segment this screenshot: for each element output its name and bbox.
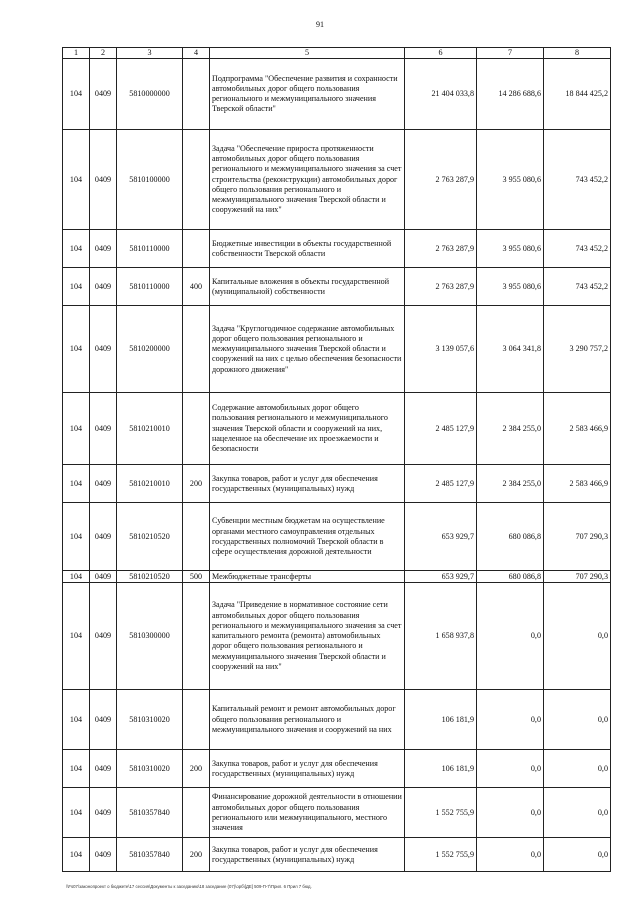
table-row <box>63 838 611 872</box>
cell-amount-col8: 0,0 <box>544 690 611 750</box>
cell-expense-type <box>183 690 210 750</box>
cell-target-code: 5810110000 <box>117 268 183 306</box>
column-header: 4 <box>183 48 210 59</box>
cell-section-code: 0409 <box>90 750 117 788</box>
cell-amount-col8: 0,0 <box>544 788 611 838</box>
cell-expense-type <box>183 59 210 130</box>
cell-amount-col6: 2 763 287,9 <box>405 268 477 306</box>
cell-target-code: 5810357840 <box>117 788 183 838</box>
cell-description: Задача "Обеспечение прироста протяженности автомобильных дорог общего пользования регионального и межмуниципального значения за счет строительства (реконструкции) автомобильных дорог общего пользования регионального и межмуниципального значения Тверской области и сооружений на них" <box>210 130 405 230</box>
table-row <box>63 690 611 750</box>
cell-expense-type <box>183 130 210 230</box>
cell-amount-col6: 106 181,9 <box>405 690 477 750</box>
cell-amount-col6: 1 658 937,8 <box>405 583 477 690</box>
column-header: 6 <box>405 48 477 59</box>
table-row <box>63 306 611 393</box>
cell-expense-type <box>183 306 210 393</box>
cell-amount-col7: 0,0 <box>477 583 544 690</box>
cell-amount-col6: 21 404 033,8 <box>405 59 477 130</box>
cell-amount-col6: 1 552 755,9 <box>405 788 477 838</box>
cell-target-code: 5810210010 <box>117 465 183 503</box>
cell-admin-code: 104 <box>63 503 90 571</box>
column-header: 7 <box>477 48 544 59</box>
cell-target-code: 5810100000 <box>117 130 183 230</box>
cell-target-code: 5810200000 <box>117 306 183 393</box>
cell-amount-col7: 680 086,8 <box>477 571 544 583</box>
cell-amount-col6: 3 139 057,6 <box>405 306 477 393</box>
page-number: 91 <box>316 20 324 29</box>
cell-amount-col8: 743 452,2 <box>544 230 611 268</box>
cell-section-code: 0409 <box>90 690 117 750</box>
cell-section-code: 0409 <box>90 788 117 838</box>
budget-table <box>62 47 611 872</box>
cell-description: Закупка товаров, работ и услуг для обеспечения государственных (муниципальных) нужд <box>210 750 405 788</box>
cell-expense-type: 200 <box>183 838 210 872</box>
cell-amount-col8: 707 290,3 <box>544 503 611 571</box>
cell-amount-col8: 743 452,2 <box>544 268 611 306</box>
cell-expense-type <box>183 393 210 465</box>
cell-target-code: 5810110000 <box>117 230 183 268</box>
cell-admin-code: 104 <box>63 838 90 872</box>
cell-target-code: 5810357840 <box>117 838 183 872</box>
cell-description: Закупка товаров, работ и услуг для обеспечения государственных (муниципальных) нужд <box>210 465 405 503</box>
cell-amount-col8: 3 290 757,2 <box>544 306 611 393</box>
cell-expense-type <box>183 583 210 690</box>
cell-section-code: 0409 <box>90 268 117 306</box>
table-row <box>63 583 611 690</box>
table-row <box>63 230 611 268</box>
table-row <box>63 571 611 583</box>
cell-description: Содержание автомобильных дорог общего пользования регионального и межмуниципального значения Тверской области и сооружений на них, нацеленное на обеспечение их проезжаемости и безопасности <box>210 393 405 465</box>
cell-description: Подпрограмма "Обеспечение развития и сохранности автомобильных дорог общего пользования регионального и межмуниципального значения Тверской области" <box>210 59 405 130</box>
cell-section-code: 0409 <box>90 230 117 268</box>
cell-target-code: 5810000000 <box>117 59 183 130</box>
cell-expense-type: 400 <box>183 268 210 306</box>
table-row <box>63 788 611 838</box>
cell-expense-type: 500 <box>183 571 210 583</box>
cell-amount-col7: 3 955 080,6 <box>477 130 544 230</box>
table-header-row <box>63 48 611 59</box>
cell-amount-col7: 14 286 688,6 <box>477 59 544 130</box>
table-row <box>63 268 611 306</box>
cell-amount-col6: 106 181,9 <box>405 750 477 788</box>
table-row <box>63 59 611 130</box>
cell-amount-col8: 0,0 <box>544 838 611 872</box>
cell-description: Капитальные вложения в объекты государственной (муниципальной) собственности <box>210 268 405 306</box>
cell-target-code: 5810310020 <box>117 690 183 750</box>
cell-amount-col6: 653 929,7 <box>405 503 477 571</box>
cell-amount-col6: 2 763 287,9 <box>405 230 477 268</box>
cell-admin-code: 104 <box>63 393 90 465</box>
cell-amount-col6: 1 552 755,9 <box>405 838 477 872</box>
cell-section-code: 0409 <box>90 838 117 872</box>
column-header: 5 <box>210 48 405 59</box>
cell-amount-col7: 3 955 080,6 <box>477 230 544 268</box>
cell-expense-type: 200 <box>183 465 210 503</box>
cell-admin-code: 104 <box>63 59 90 130</box>
cell-expense-type: 200 <box>183 750 210 788</box>
cell-expense-type <box>183 788 210 838</box>
cell-target-code: 5810300000 <box>117 583 183 690</box>
cell-target-code: 5810210520 <box>117 503 183 571</box>
cell-admin-code: 104 <box>63 690 90 750</box>
cell-description: Капитальный ремонт и ремонт автомобильных дорог общего пользования регионального и межмуниципального значения и сооружений на них <box>210 690 405 750</box>
column-header: 3 <box>117 48 183 59</box>
cell-amount-col8: 0,0 <box>544 583 611 690</box>
cell-description: Субвенции местным бюджетам на осуществление органами местного самоуправления отдельных государственных полномочий Тверской области в сфере осуществления дорожной деятельности <box>210 503 405 571</box>
table-row <box>63 750 611 788</box>
cell-amount-col6: 2 485 127,9 <box>405 465 477 503</box>
cell-admin-code: 104 <box>63 230 90 268</box>
cell-amount-col7: 3 955 080,6 <box>477 268 544 306</box>
column-header: 2 <box>90 48 117 59</box>
cell-amount-col6: 653 929,7 <box>405 571 477 583</box>
cell-amount-col7: 2 384 255,0 <box>477 465 544 503</box>
table-row <box>63 393 611 465</box>
cell-target-code: 5810310020 <box>117 750 183 788</box>
cell-target-code: 5810210010 <box>117 393 183 465</box>
cell-amount-col7: 0,0 <box>477 838 544 872</box>
cell-description: Бюджетные инвестиции в объекты государственной собственности Тверской области <box>210 230 405 268</box>
cell-amount-col7: 2 384 255,0 <box>477 393 544 465</box>
cell-admin-code: 104 <box>63 750 90 788</box>
cell-admin-code: 104 <box>63 571 90 583</box>
cell-description: Задача "Круглогодичное содержание автомобильных дорог общего пользования регионального и межмуниципального значения Тверской области и сооружений на них с целью обеспечения безопасности дорожного движения" <box>210 306 405 393</box>
column-header: 8 <box>544 48 611 59</box>
column-header: 1 <box>63 48 90 59</box>
cell-section-code: 0409 <box>90 393 117 465</box>
cell-description: Межбюджетные трансферты <box>210 571 405 583</box>
cell-admin-code: 104 <box>63 465 90 503</box>
cell-section-code: 0409 <box>90 59 117 130</box>
table-row <box>63 465 611 503</box>
cell-amount-col6: 2 485 127,9 <box>405 393 477 465</box>
cell-expense-type <box>183 230 210 268</box>
cell-admin-code: 104 <box>63 268 90 306</box>
cell-amount-col8: 18 844 425,2 <box>544 59 611 130</box>
cell-amount-col7: 0,0 <box>477 788 544 838</box>
cell-section-code: 0409 <box>90 306 117 393</box>
cell-section-code: 0409 <box>90 583 117 690</box>
table-row <box>63 130 611 230</box>
cell-section-code: 0409 <box>90 571 117 583</box>
cell-amount-col8: 707 290,3 <box>544 571 611 583</box>
cell-admin-code: 104 <box>63 306 90 393</box>
cell-section-code: 0409 <box>90 130 117 230</box>
cell-admin-code: 104 <box>63 583 90 690</box>
cell-amount-col7: 0,0 <box>477 690 544 750</box>
cell-amount-col8: 0,0 <box>544 750 611 788</box>
cell-expense-type <box>183 503 210 571</box>
cell-target-code: 5810210520 <box>117 571 183 583</box>
cell-amount-col8: 2 583 466,9 <box>544 465 611 503</box>
cell-section-code: 0409 <box>90 465 117 503</box>
cell-admin-code: 104 <box>63 130 90 230</box>
cell-admin-code: 104 <box>63 788 90 838</box>
cell-section-code: 0409 <box>90 503 117 571</box>
file-path-footer: \\Fs07\законопроект о бюджете\17 сессия\Документы к заседанию\18 заседание (07)\орб\[ДЕ] 509-П-7\Прил. 6 Прил 7 бюд. <box>66 884 312 889</box>
cell-description: Финансирование дорожной деятельности в отношении автомобильных дорог общего пользования регионального или межмуниципального, местного значения <box>210 788 405 838</box>
table-row <box>63 503 611 571</box>
cell-amount-col7: 3 064 341,8 <box>477 306 544 393</box>
cell-amount-col7: 0,0 <box>477 750 544 788</box>
cell-description: Закупка товаров, работ и услуг для обеспечения государственных (муниципальных) нужд <box>210 838 405 872</box>
cell-amount-col8: 2 583 466,9 <box>544 393 611 465</box>
cell-amount-col7: 680 086,8 <box>477 503 544 571</box>
cell-amount-col6: 2 763 287,9 <box>405 130 477 230</box>
cell-amount-col8: 743 452,2 <box>544 130 611 230</box>
cell-description: Задача "Приведение в нормативное состояние сети автомобильных дорог общего пользования регионального и межмуниципального значения за счет капитального ремонта (ремонта) автомобильных дорог общего пользования регионального и межмуниципального значения Тверской области и сооружений на них" <box>210 583 405 690</box>
